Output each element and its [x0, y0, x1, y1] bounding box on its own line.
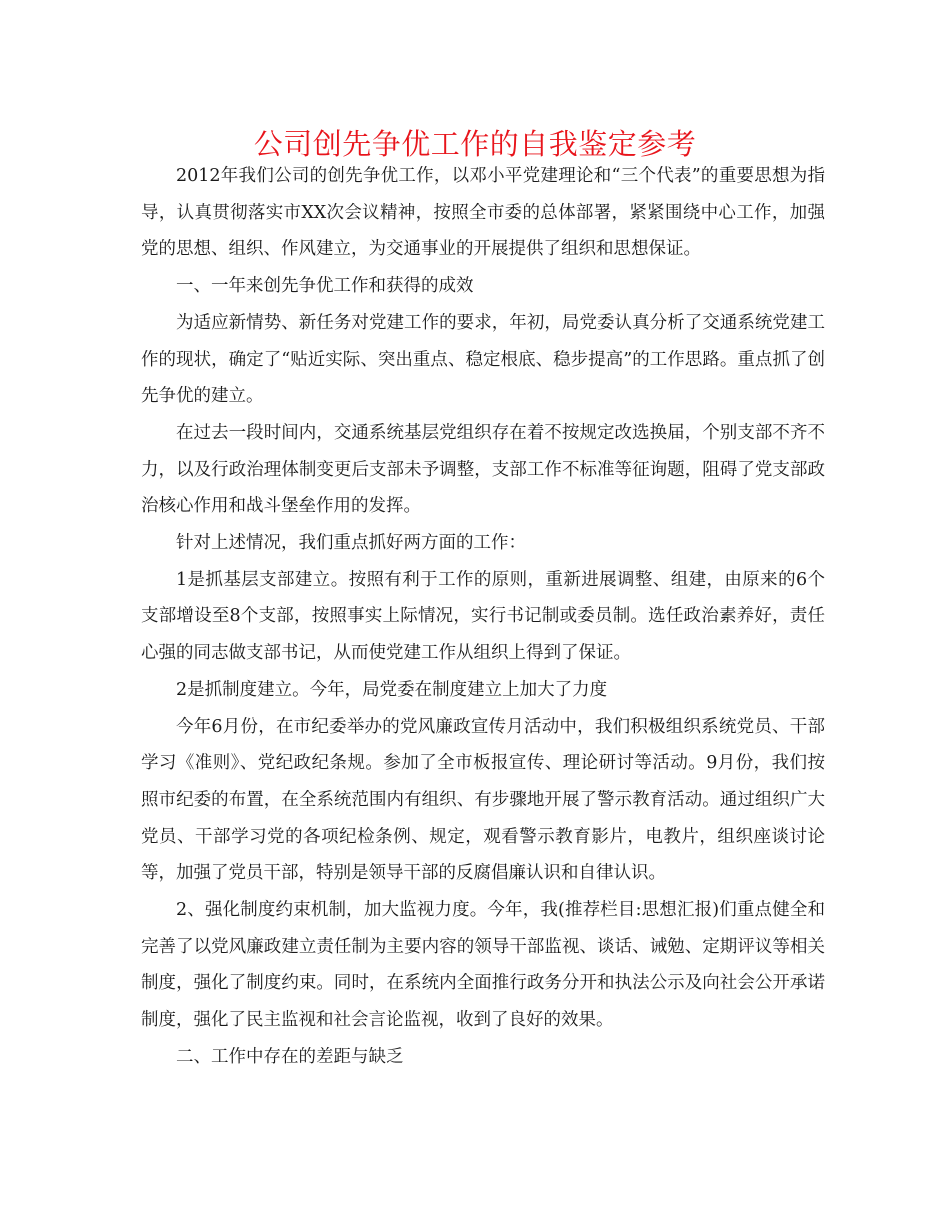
paragraph-intro: 2012年我们公司的创先争优工作，以邓小平党建理论和“三个代表”的重要思想为指导，认真贯彻落实市XX次会议精神，按照全市委的总体部署，紧紧围绕中心工作，加强党的思想、组织、作风建立，为交通事业的开展提供了组织和思想保证。 [141, 166, 825, 260]
document-body [141, 158, 825, 1076]
paragraph-system-building: 2是抓制度建立。今年，局党委在制度建立上加大了力度 [176, 679, 608, 700]
section-heading-achievements: 一、一年来创先争优工作和获得的成效 [176, 276, 474, 297]
paragraph-supervision: 2、强化制度约束机制，加大监视力度。今年，我(推荐栏目:思想汇报)们重点健全和完善了以党风廉政建立责任制为主要内容的领导干部监视、谈话、诫勉、定期评议等相关制度，强化了制度约束。同时，在系统内全面推行政务分开和执法公示及向社会公开承诺制度，强化了民主监视和社会言论监视，收到了良好的效果。 [141, 900, 825, 1031]
section-heading-gaps: 二、工作中存在的差距与缺乏 [176, 1046, 404, 1067]
paragraph-work-approach: 为适应新情势、新任务对党建工作的要求，年初，局党委认真分析了交通系统党建工作的现状，确定了“贴近实际、突出重点、稳定根底、稳步提高”的工作思路。重点抓了创先争优的建立。 [141, 312, 825, 407]
document-title: 公司创先争优工作的自我鉴定参考 [253, 127, 697, 161]
paragraph-two-aspects: 针对上述情况，我们重点抓好两方面的工作： [176, 533, 526, 554]
paragraph-activities: 今年6月份，在市纪委举办的党风廉政宣传月活动中，我们积极组织系统党员、干部学习《准则》、党纪政纪条规。参加了全市板报宣传、理论研讨等活动。9月份，我们按照市纪委的布置，在全系统范围内有组织、有步骤地开展了警示教育活动。通过组织广大党员、干部学习党的各项纪检条例、规定，观看警示教育影片，电教片，组织座谈讨论等，加强了党员干部，特别是领导干部的反腐倡廉认识和自律认识。 [141, 716, 825, 884]
paragraph-problems: 在过去一段时间内，交通系统基层党组织存在着不按规定改选换届，个别支部不齐不力，以及行政治理体制变更后支部未予调整，支部工作不标准等征询题，阻碍了党支部政治核心作用和战斗堡垒作用的发挥。 [141, 422, 825, 517]
paragraph-branch-building: 1是抓基层支部建立。按照有利于工作的原则，重新进展调整、组建，由原来的6个支部增设至8个支部，按照事实上际情况，实行书记制或委员制。选任政治素养好，责任心强的同志做支部书记，从而使党建工作从组织上得到了保证。 [141, 569, 825, 664]
